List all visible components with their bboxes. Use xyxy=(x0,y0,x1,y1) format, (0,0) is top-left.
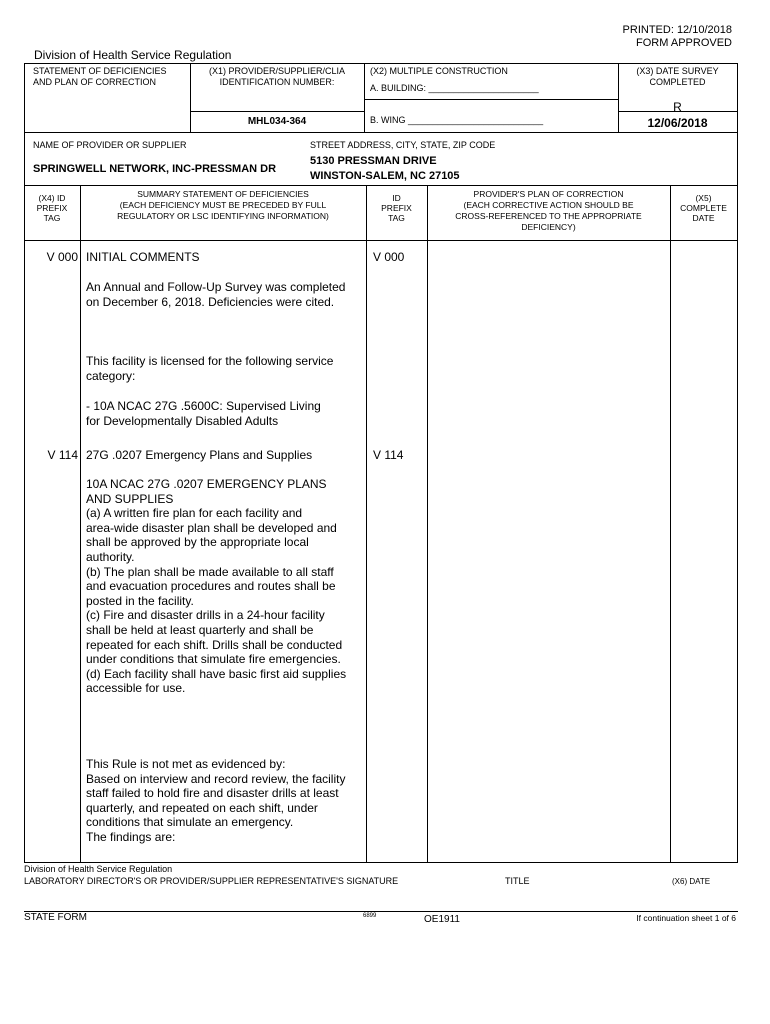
paragraph-license: This facility is licensed for the following service category: xyxy=(86,354,334,383)
col-x5-header: (X5) COMPLETE DATE xyxy=(680,193,727,223)
statement-label: STATEMENT OF DEFICIENCIES AND PLAN OF CORRECTION xyxy=(33,66,167,87)
address-label: STREET ADDRESS, CITY, STATE, ZIP CODE xyxy=(310,140,496,150)
tag-v114: V 114 xyxy=(47,448,78,462)
event-id: OE1911 xyxy=(424,914,460,925)
paragraph-rule-text: 10A NCAC 27G .0207 EMERGENCY PLANS AND SUPPLIES (a) A written fire plan for each facility and area-wide disaster plan shall be developed and shall be approved by the appropriate local authority. (b) The plan shall be made available to all staff and evacuation procedures and routes shall be posted in the facility. (c) Fire and disaster drills in a 24-hour facility shall be held at least quarterly and shall be repeated for each shift. Drills shall be conducted under conditions that simulate fire emergencies. (d) Each facility shall have basic first aid supplies accessible for use. xyxy=(86,477,347,696)
provider-name: SPRINGWELL NETWORK, INC-PRESSMAN DR xyxy=(33,163,277,175)
col-plan-header: PROVIDER'S PLAN OF CORRECTION (EACH CORRECTIVE ACTION SHOULD BE CROSS-REFERENCED TO THE APPROPRIATE DEFICIENCY) xyxy=(455,189,642,232)
title-initial-comments: INITIAL COMMENTS xyxy=(86,250,200,264)
paragraph-survey: An Annual and Follow-Up Survey was completed on December 6, 2018. Deficiencies were cited. xyxy=(86,280,346,309)
form-number: 6899 xyxy=(363,913,377,919)
signature-label: LABORATORY DIRECTOR'S OR PROVIDER/SUPPLIER REPRESENTATIVE'S SIGNATURE xyxy=(24,876,399,886)
x2-label: (X2) MULTIPLE CONSTRUCTION xyxy=(370,66,508,76)
col-summary-header: SUMMARY STATEMENT OF DEFICIENCIES (EACH DEFICIENCY MUST BE PRECEDED BY FULL REGULATORY OR LSC IDENTIFYING INFORMATION) xyxy=(117,189,329,221)
x3-r: R xyxy=(673,100,682,114)
printed-date: PRINTED: 12/10/2018 xyxy=(622,24,732,36)
id-v000: V 000 xyxy=(373,250,405,264)
title-emergency-plans: 27G .0207 Emergency Plans and Supplies xyxy=(86,448,313,462)
x3-date: 12/06/2018 xyxy=(647,116,708,130)
state-form-label: STATE FORM xyxy=(24,912,87,923)
building-label: A. BUILDING: ______________________ xyxy=(370,83,539,93)
address-line1: 5130 PRESSMAN DRIVE xyxy=(310,155,437,167)
form-approved: FORM APPROVED xyxy=(636,37,732,49)
x1-value: MHL034-364 xyxy=(247,116,307,127)
provider-name-label: NAME OF PROVIDER OR SUPPLIER xyxy=(33,140,187,150)
wing-label: B. WING ___________________________ xyxy=(370,115,544,125)
continuation-label: If continuation sheet 1 of 6 xyxy=(636,913,736,923)
tag-v000: V 000 xyxy=(46,250,78,264)
agency-title: Division of Health Service Regulation xyxy=(34,48,232,62)
col-x4-header: (X4) ID PREFIX TAG xyxy=(36,193,68,223)
title-label: TITLE xyxy=(505,876,530,886)
id-v114: V 114 xyxy=(373,448,404,462)
col-id-header: ID PREFIX TAG xyxy=(381,193,412,223)
x6-date-label: (X6) DATE xyxy=(672,877,711,886)
paragraph-category: - 10A NCAC 27G .5600C: Supervised Living for Developmentally Disabled Adults xyxy=(86,399,321,428)
address-line2: WINSTON-SALEM, NC 27105 xyxy=(310,170,460,182)
x1-label: (X1) PROVIDER/SUPPLIER/CLIA IDENTIFICATION NUMBER: xyxy=(208,66,346,87)
footer-agency: Division of Health Service Regulation xyxy=(24,864,173,874)
x3-label: (X3) DATE SURVEY COMPLETED xyxy=(636,66,719,87)
paragraph-findings: This Rule is not met as evidenced by: Based on interview and record review, the facility staff failed to hold fire and disaster drills at least quarterly, and repeated on each shift, under conditions that simulate an emergency. The findings are: xyxy=(86,757,346,844)
